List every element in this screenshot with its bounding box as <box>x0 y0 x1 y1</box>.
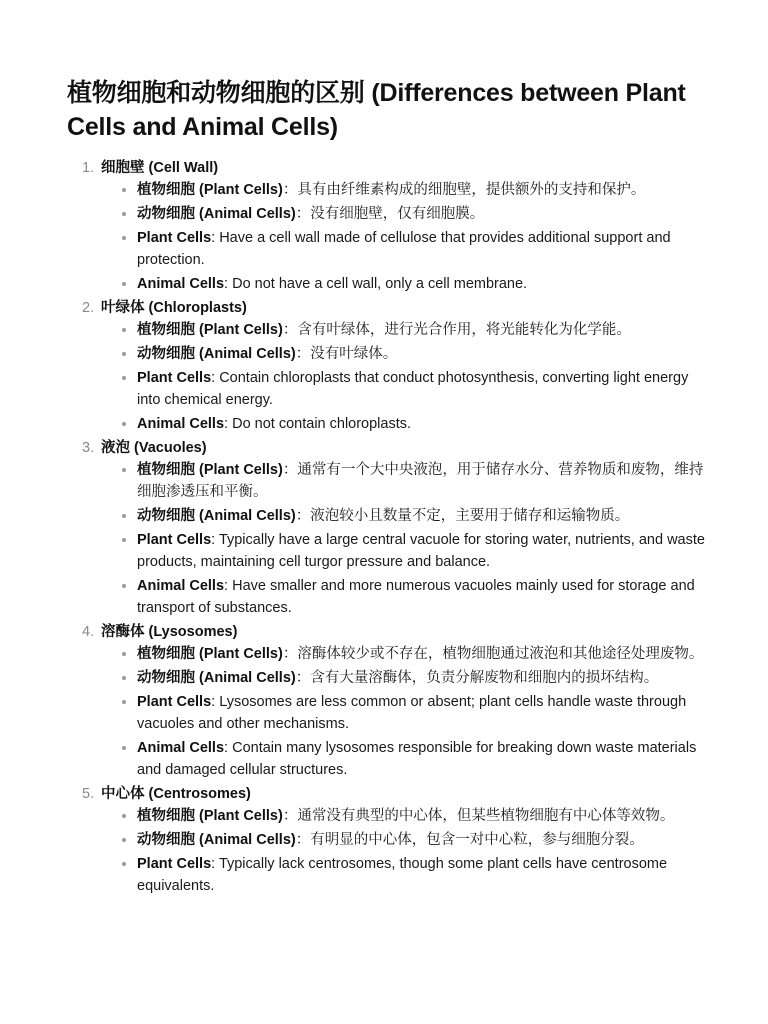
bullet-text: Contain chloroplasts that conduct photosynthesis, converting light energy into chemical energy. <box>137 370 689 408</box>
section-item <box>67 621 707 781</box>
bullet-dot <box>122 838 126 842</box>
section-number: 4. <box>82 624 95 640</box>
bullet-dot <box>122 468 126 472</box>
bullet-text: Have smaller and more numerous vacuoles mainly used for storage and transport of substances. <box>137 578 695 616</box>
section-number: 5. <box>82 786 95 802</box>
list-item <box>137 575 707 619</box>
section-number: 1. <box>82 160 95 176</box>
list-item <box>137 227 707 271</box>
section-list <box>67 157 707 897</box>
bullet-label: 动物细胞 (Animal Cells) <box>137 832 296 848</box>
bullet-text: 没有细胞壁，仅有细胞膜。 <box>310 206 485 222</box>
section-number: 2. <box>82 300 95 316</box>
bullet-dot <box>122 376 126 380</box>
bullet-label: Plant Cells <box>137 856 212 872</box>
section-item <box>67 157 707 295</box>
bullet-separator: ： <box>295 832 311 848</box>
list-item <box>137 691 707 735</box>
bullet-label: 动物细胞 (Animal Cells) <box>137 206 296 222</box>
bullet-list <box>101 805 707 897</box>
bullet-text: Do not have a cell wall, only a cell membrane. <box>232 276 528 292</box>
bullet-list <box>101 319 707 435</box>
bullet-list <box>101 643 707 781</box>
bullet-dot <box>122 188 126 192</box>
list-item <box>137 367 707 411</box>
bullet-separator: : <box>211 856 219 872</box>
bullet-label: Animal Cells <box>137 578 225 594</box>
bullet-separator: : <box>211 694 220 710</box>
bullet-label: 植物细胞 (Plant Cells) <box>137 462 283 478</box>
list-item <box>137 737 707 781</box>
bullet-list <box>101 459 707 619</box>
list-item <box>137 667 707 689</box>
bullet-text: 含有叶绿体，进行光合作用，将光能转化为化学能。 <box>297 322 631 338</box>
bullet-text: Typically have a large central vacuole for storing water, nutrients, and waste products, maintaining cell turgor pressure and balance. <box>137 532 705 570</box>
bullet-separator: : <box>211 532 219 548</box>
list-item <box>137 505 707 527</box>
list-item <box>137 805 707 827</box>
bullet-separator: ： <box>282 808 298 824</box>
bullet-separator: ： <box>282 462 298 478</box>
bullet-separator: : <box>224 578 233 594</box>
section-item <box>67 437 707 619</box>
bullet-separator: : <box>224 276 233 292</box>
bullet-text: 通常有一个大中央液泡，用于储存水分、营养物质和废物，维持细胞渗透压和平衡。 <box>137 462 704 500</box>
section-item <box>67 783 707 897</box>
bullet-separator: ： <box>295 206 311 222</box>
bullet-separator: : <box>211 370 220 386</box>
bullet-text: 液泡较小且数量不定，主要用于储存和运输物质。 <box>310 508 630 524</box>
bullet-label: 植物细胞 (Plant Cells) <box>137 808 283 824</box>
bullet-text: Lysosomes are less common or absent; plant cells handle waste through vacuoles and other mechanisms. <box>137 694 687 732</box>
bullet-separator: ： <box>282 322 298 338</box>
bullet-dot <box>122 814 126 818</box>
bullet-label: Plant Cells <box>137 230 212 246</box>
bullet-separator: ： <box>295 346 311 362</box>
bullet-label: 动物细胞 (Animal Cells) <box>137 670 296 686</box>
bullet-dot <box>122 584 126 588</box>
bullet-dot <box>122 236 126 240</box>
bullet-text: Do not contain chloroplasts. <box>232 416 412 432</box>
bullet-dot <box>122 282 126 286</box>
section-item <box>67 297 707 435</box>
bullet-text: Have a cell wall made of cellulose that provides additional support and protection. <box>137 230 671 268</box>
list-item <box>137 179 707 201</box>
list-item <box>137 319 707 341</box>
bullet-separator: : <box>224 416 233 432</box>
bullet-label: Animal Cells <box>137 416 225 432</box>
bullet-label: 动物细胞 (Animal Cells) <box>137 346 296 362</box>
bullet-text: 具有由纤维素构成的细胞壁，提供额外的支持和保护。 <box>297 182 646 198</box>
section-title: 液泡 (Vacuoles) <box>101 440 207 456</box>
list-item <box>137 643 707 665</box>
bullet-separator: ： <box>282 646 298 662</box>
bullet-label: 植物细胞 (Plant Cells) <box>137 322 283 338</box>
bullet-separator: ： <box>295 508 311 524</box>
bullet-text: 通常没有典型的中心体，但某些植物细胞有中心体等效物。 <box>297 808 675 824</box>
bullet-dot <box>122 862 126 866</box>
bullet-label: Plant Cells <box>137 370 212 386</box>
list-item <box>137 413 707 435</box>
bullet-label: Plant Cells <box>137 694 212 710</box>
list-item <box>137 459 707 503</box>
page-title: 植物细胞和动物细胞的区别 (Differences between Plant Cells and Animal Cells) <box>67 79 686 141</box>
bullet-label: 动物细胞 (Animal Cells) <box>137 508 296 524</box>
bullet-label: 植物细胞 (Plant Cells) <box>137 182 283 198</box>
bullet-dot <box>122 652 126 656</box>
list-item <box>137 343 707 365</box>
section-number: 3. <box>82 440 95 456</box>
bullet-text: Typically lack centrosomes, though some plant cells have centrosome equivalents. <box>137 856 668 894</box>
bullet-dot <box>122 538 126 542</box>
bullet-dot <box>122 676 126 680</box>
bullet-text: 含有大量溶酶体，负责分解废物和细胞内的损坏结构。 <box>310 670 659 686</box>
bullet-dot <box>122 352 126 356</box>
list-item <box>137 203 707 225</box>
bullet-text: Contain many lysosomes responsible for breaking down waste materials and damaged cellular structures. <box>137 740 697 778</box>
bullet-label: Animal Cells <box>137 740 225 756</box>
section-title: 叶绿体 (Chloroplasts) <box>101 300 247 316</box>
document <box>67 76 707 899</box>
list-item <box>137 529 707 573</box>
bullet-separator: : <box>224 740 233 756</box>
bullet-label: Animal Cells <box>137 276 225 292</box>
section-title: 溶酶体 (Lysosomes) <box>101 624 238 640</box>
bullet-text: 有明显的中心体，包含一对中心粒，参与细胞分裂。 <box>310 832 644 848</box>
bullet-dot <box>122 422 126 426</box>
bullet-dot <box>122 746 126 750</box>
bullet-dot <box>122 328 126 332</box>
bullet-dot <box>122 212 126 216</box>
bullet-separator: ： <box>282 182 298 198</box>
list-item <box>137 829 707 851</box>
bullet-label: 植物细胞 (Plant Cells) <box>137 646 283 662</box>
bullet-text: 没有叶绿体。 <box>310 346 398 362</box>
section-title: 细胞壁 (Cell Wall) <box>101 160 219 176</box>
bullet-dot <box>122 700 126 704</box>
bullet-text: 溶酶体较少或不存在，植物细胞通过液泡和其他途径处理废物。 <box>297 646 704 662</box>
bullet-list <box>101 179 707 295</box>
list-item <box>137 273 707 295</box>
bullet-separator: ： <box>295 670 311 686</box>
bullet-separator: : <box>211 230 220 246</box>
bullet-label: Plant Cells <box>137 532 212 548</box>
list-item <box>137 853 707 897</box>
section-title: 中心体 (Centrosomes) <box>101 786 251 802</box>
bullet-dot <box>122 514 126 518</box>
